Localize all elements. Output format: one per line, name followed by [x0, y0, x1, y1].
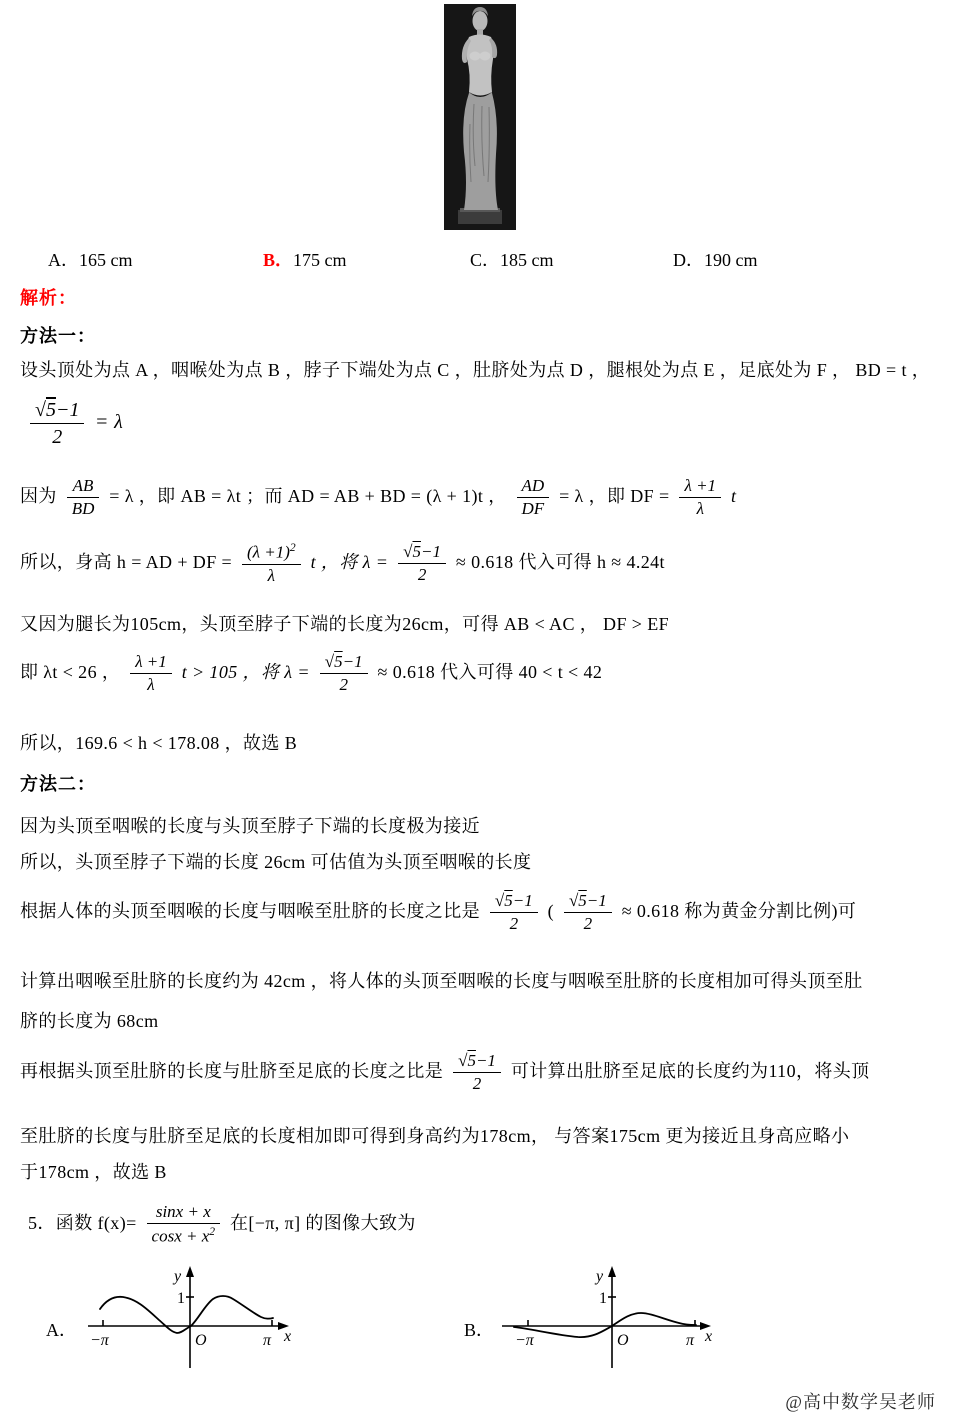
answer-options: [0, 246, 962, 270]
fraction-golden: $\frac{√5-1}{2}$: [30, 398, 84, 449]
watermark: @高中数学吴老师: [785, 1392, 936, 1412]
graph-a-ytick-label: 1: [177, 1290, 185, 1307]
method2-line8: 于178cm ，故选 B: [20, 1162, 167, 1182]
method2-line7: 至肚脐的长度与肚脐至足底的长度相加即可得到身高约为178cm， 与答案175cm 更为接近且身高应略小: [20, 1126, 850, 1146]
graph-b-pi-label: π: [686, 1332, 695, 1349]
graph-b-label: B．: [464, 1320, 495, 1340]
method1-line5: 即 λt < 26 ， $\frac{\lambda +1}{\lambda}$ t > 105 ，将 λ = $\frac{√5-1}{2}$ ≈ 0.618 代入可得 40 < t < 42: [20, 652, 603, 695]
option-d-letter: D．: [673, 250, 704, 270]
graph-b-ylabel: y: [596, 1268, 604, 1285]
option-a: [48, 246, 133, 272]
graph-b-plot: [494, 1263, 714, 1375]
fraction-golden: $\frac{√5-1}{2}$: [453, 1051, 501, 1095]
option-a-value: 165 cm: [79, 250, 133, 270]
option-c-letter: C．: [470, 250, 501, 270]
fraction-lambda-squared: $\frac{(\lambda +1)^2}{\lambda}$: [242, 541, 301, 586]
option-b: [263, 246, 347, 272]
method2-line4: 计算出咽喉至肚脐的长度约为 42cm ，将人体的头顶至咽喉的长度与咽喉至肚脐的长度相加可得头顶至肚: [20, 971, 863, 991]
option-c-value: 185 cm: [500, 250, 554, 270]
graph-a-ylabel: y: [174, 1268, 182, 1285]
method2-line5: 脐的长度为 68cm: [20, 1011, 159, 1031]
graph-b-negpi-label: −π: [515, 1332, 534, 1349]
graph-a-label: A．: [46, 1320, 77, 1340]
method1-formula-golden: [25, 398, 123, 449]
graph-b-xlabel: x: [705, 1328, 713, 1345]
fraction-golden: $\frac{√5-1}{2}$: [490, 891, 538, 935]
fraction-golden: $\frac{√5-1}{2}$: [564, 891, 612, 935]
option-b-letter: B．: [263, 250, 294, 270]
graph-a-origin-label: O: [195, 1332, 207, 1349]
method1-line6: 所以，169.6 < h < 178.08 ，故选 B: [20, 733, 298, 753]
option-a-letter: A．: [48, 250, 79, 270]
method1-line1: 设头顶处为点 A ，咽喉处为点 B ，脖子下端处为点 C ，肚脐处为点 D ，腿根处为点 E ，足底处为 F ， BD = t ，: [20, 360, 931, 380]
method2-heading: 方法二：: [20, 774, 96, 794]
formula-rhs: = λ: [94, 411, 124, 434]
method2-line1: 因为头顶至咽喉的长度与头顶至脖子下端的长度极为接近: [20, 816, 480, 836]
graph-b-origin-label: O: [617, 1332, 629, 1349]
graph-a-xlabel: x: [284, 1328, 292, 1345]
fraction-lambda-ratio: $\frac{\lambda +1}{\lambda}$: [679, 476, 721, 520]
fraction-golden: $\frac{√5-1}{2}$: [398, 542, 446, 586]
fraction-lambda-ratio: $\frac{\lambda +1}{\lambda}$: [130, 652, 172, 696]
method2-line2: 所以，头顶至脖子下端的长度 26cm 可估值为头顶至咽喉的长度: [20, 852, 532, 872]
graph-a-pi-label: π: [263, 1332, 272, 1349]
question5-stem: 5．函数 f(x)= $\frac{\sin x + x}{\cos x + x^2}$ 在[−π, π] 的图像大致为: [28, 1202, 416, 1247]
graph-a-plot: [82, 1263, 297, 1375]
graph-b-ytick-label: 1: [599, 1290, 607, 1307]
fraction-golden: $\frac{√5-1}{2}$: [320, 652, 368, 696]
option-c: [470, 246, 554, 272]
analysis-heading: 解析：: [20, 288, 77, 308]
option-d: [673, 246, 758, 272]
fraction-ad-df: $\frac{AD}{DF}$: [517, 476, 550, 520]
option-d-value: 190 cm: [704, 250, 758, 270]
option-b-value: 175 cm: [293, 250, 347, 270]
venus-statue-image: [444, 4, 516, 230]
fraction-ab-bd: $\frac{AB}{BD}$: [67, 476, 100, 520]
method1-line4: 又因为腿长为105cm，头顶至脖子下端的长度为26cm，可得 AB < AC ， DF > EF: [20, 614, 670, 634]
graph-a-negpi-label: −π: [90, 1332, 109, 1349]
method2-line6: 再根据头顶至肚脐的长度与肚脐至足底的长度之比是 $\frac{√5-1}{2}$ 可计算出肚脐至足底的长度约为110，将头顶: [20, 1051, 870, 1094]
method1-heading: 方法一：: [20, 326, 96, 346]
method1-line2: 因为 $\frac{AB}{BD}$ = λ ，即 AB = λt ；而 AD = AB + BD = (λ + 1)t ， $\frac{AD}{DF}$ = λ ，即 DF = $\frac{\lambda +1}{\lambda}$ t: [20, 476, 737, 519]
method2-line3: 根据人体的头顶至咽喉的长度与咽喉至肚脐的长度之比是 $\frac{√5-1}{2}$ ( $\frac{√5-1}{2}$ ≈ 0.618 称为黄金分割比例)可: [20, 891, 857, 934]
statue-photo-icon: [444, 4, 516, 230]
method1-line3: 所以，身高 h = AD + DF = $\frac{(\lambda +1)^2}{\lambda}$ t ，将 λ = $\frac{√5-1}{2}$ ≈ 0.618 代入可得 h ≈ 4.24t: [20, 541, 665, 586]
fraction-fx: $\frac{\sin x + x}{\cos x + x^2}$: [147, 1202, 221, 1247]
